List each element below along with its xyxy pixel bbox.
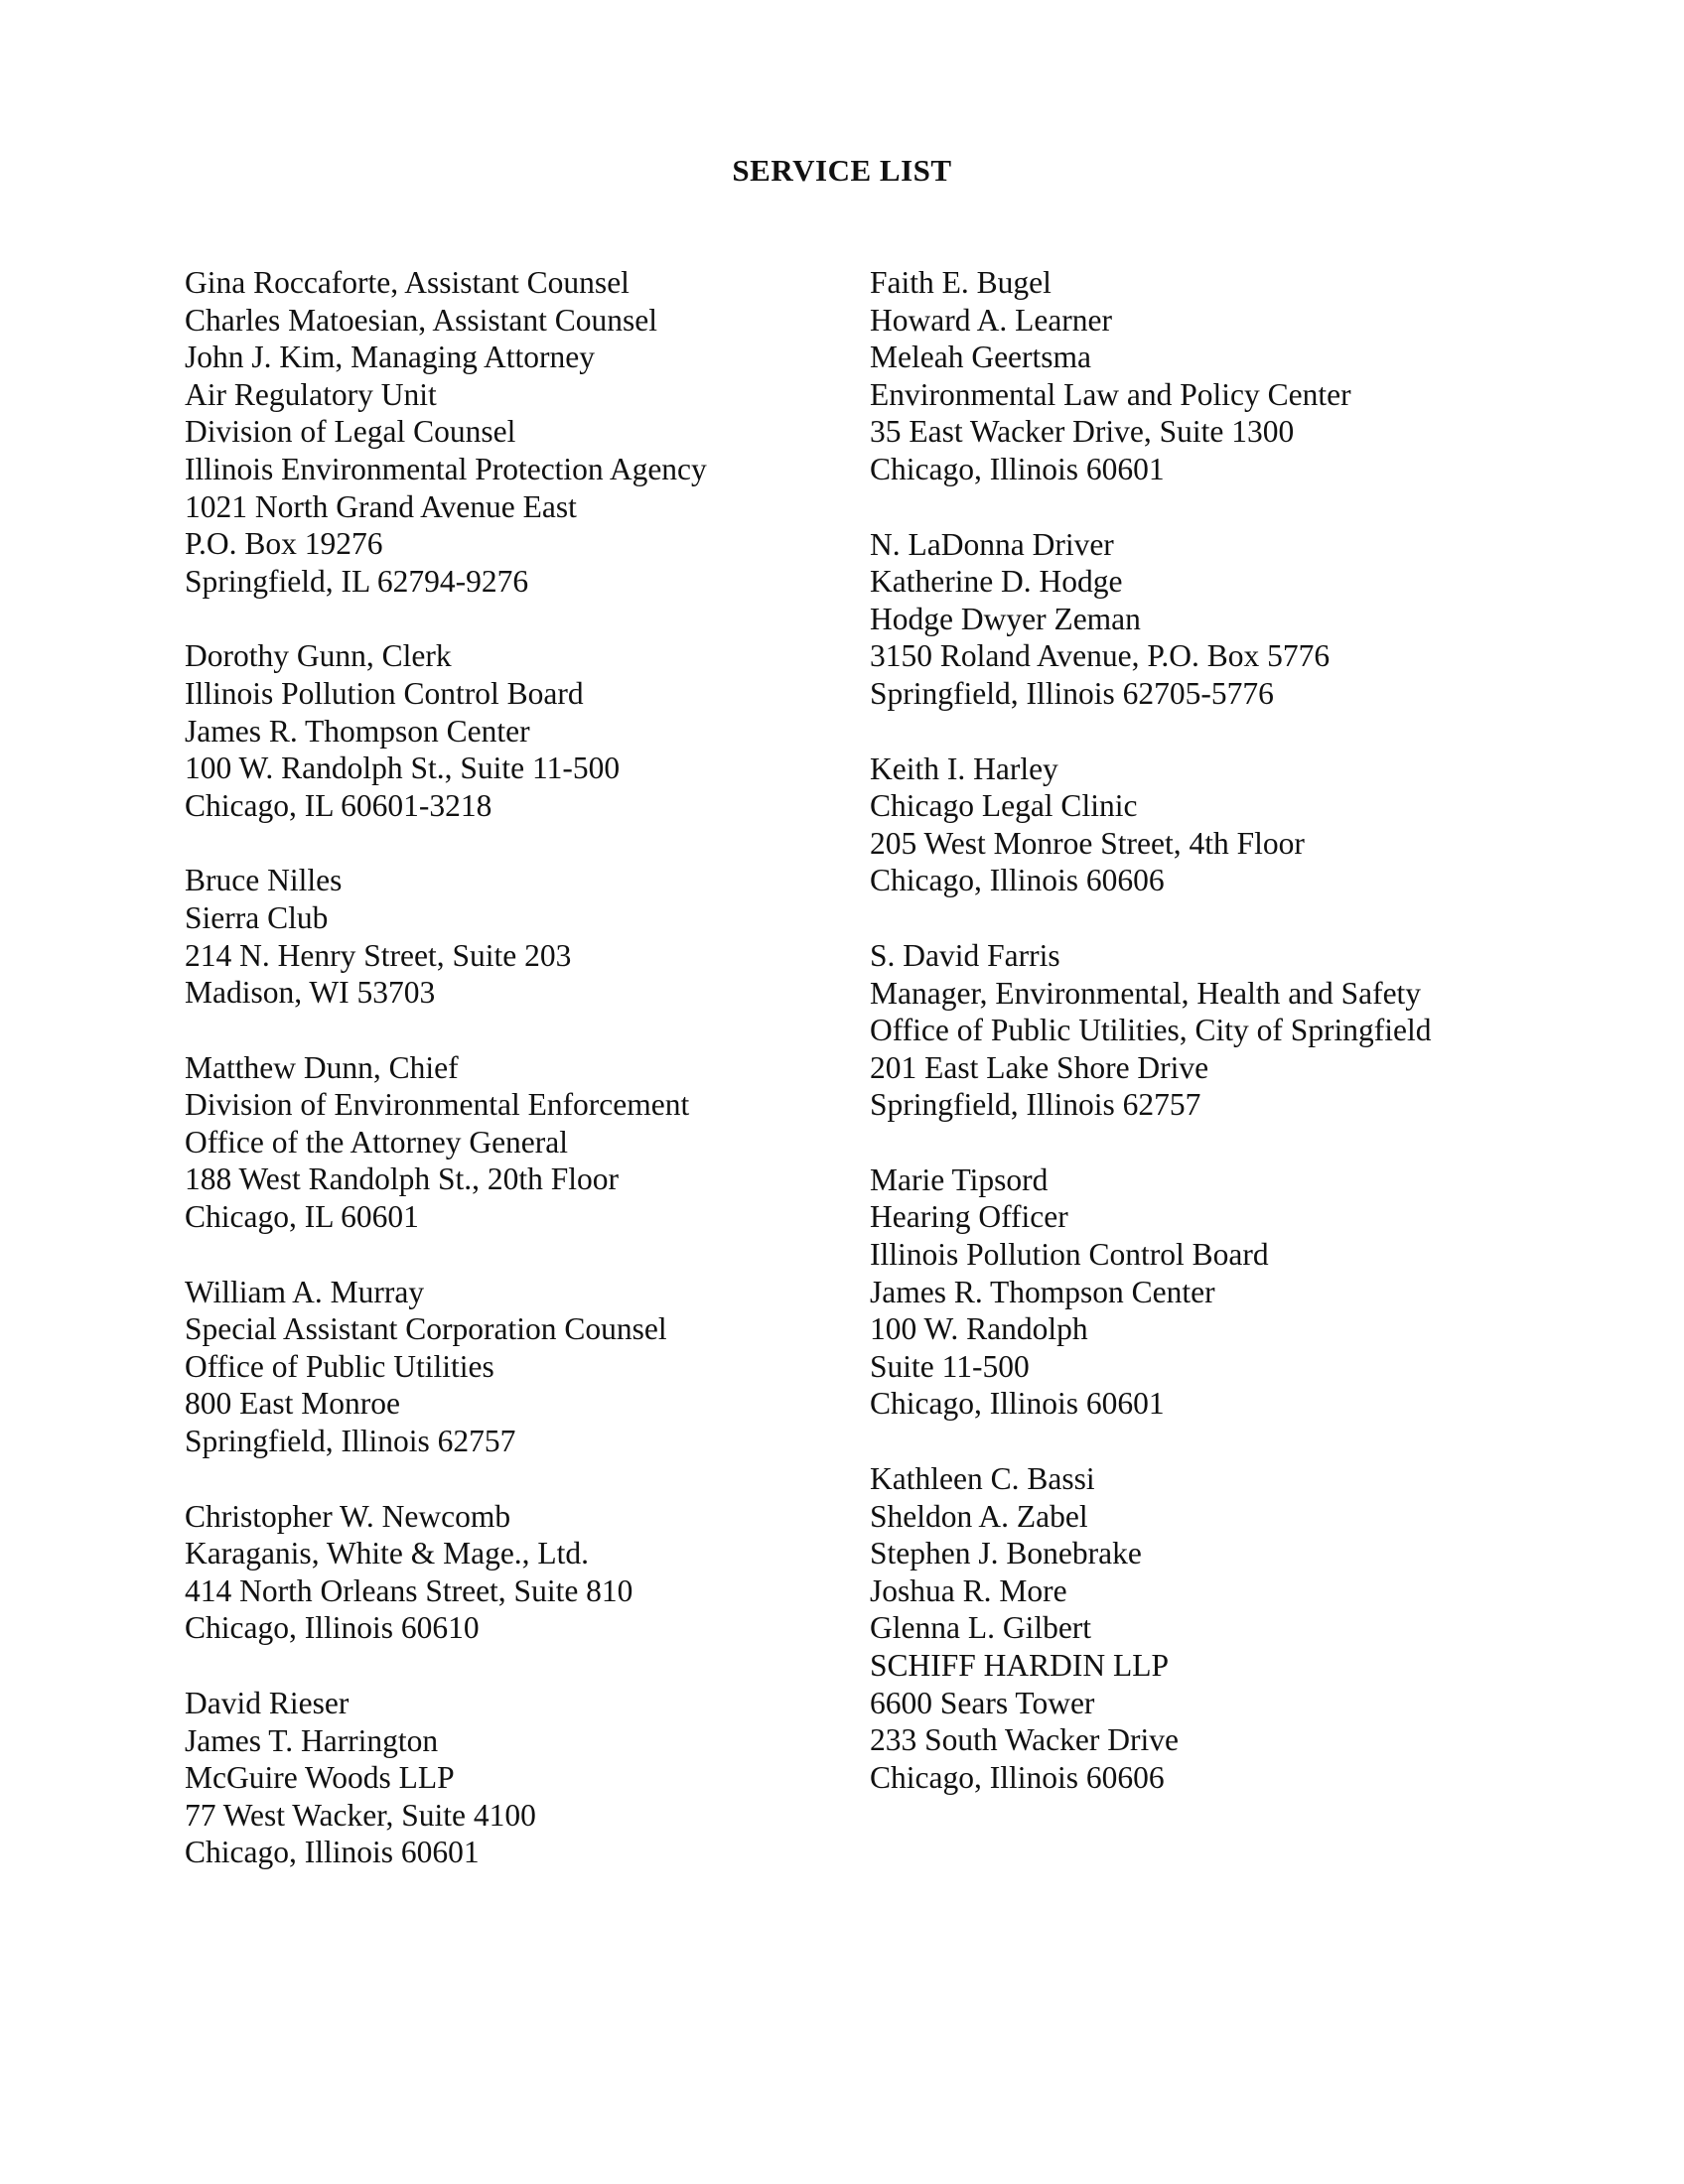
address-line: Division of Environmental Enforcement: [185, 1087, 690, 1123]
address-line: Howard A. Learner: [870, 302, 1113, 338]
address-line: 35 East Wacker Drive, Suite 1300: [870, 414, 1295, 450]
address-line: Environmental Law and Policy Center: [870, 376, 1351, 412]
addressee-name: Bruce Nilles: [185, 863, 343, 898]
address-line: Madison, WI 53703: [185, 975, 436, 1011]
address-block: [185, 1049, 820, 1236]
address-line: Office of the Attorney General: [185, 1124, 569, 1160]
addressee-name: S. David Farris: [870, 937, 1060, 973]
addressee-name: Keith I. Harley: [870, 751, 1058, 786]
address-line: 201 East Lake Shore Drive: [870, 1049, 1209, 1085]
address-line: Chicago, Illinois 60606: [870, 863, 1165, 898]
addressee-name: Kathleen C. Bassi: [870, 1461, 1095, 1497]
page-title: SERVICE LIST: [732, 153, 952, 188]
address-line: Sierra Club: [185, 899, 329, 935]
address-line: Karaganis, White & Mage., Ltd.: [185, 1536, 590, 1571]
address-line: Joshua R. More: [870, 1572, 1067, 1608]
address-line: James T. Harrington: [185, 1722, 439, 1758]
addressee-name: Faith E. Bugel: [870, 265, 1052, 300]
address-line: Chicago, Illinois 60606: [870, 1759, 1165, 1795]
address-block: [870, 526, 1505, 713]
address-line: 3150 Roland Avenue, P.O. Box 5776: [870, 638, 1331, 674]
address-line: 214 N. Henry Street, Suite 203: [185, 937, 572, 973]
addressee-name: Marie Tipsord: [870, 1161, 1049, 1197]
addressee-name: Dorothy Gunn, Clerk: [185, 638, 452, 674]
address-line: Katherine D. Hodge: [870, 564, 1123, 600]
address-line: 188 West Randolph St., 20th Floor: [185, 1161, 620, 1197]
address-line: Chicago, Illinois 60601: [870, 1386, 1165, 1422]
address-line: Hearing Officer: [870, 1199, 1068, 1235]
address-line: Glenna L. Gilbert: [870, 1610, 1092, 1646]
address-line: 414 North Orleans Street, Suite 810: [185, 1572, 633, 1608]
address-line: Illinois Pollution Control Board: [870, 1237, 1269, 1273]
address-line: 800 East Monroe: [185, 1386, 400, 1422]
address-block: [185, 862, 820, 1011]
address-line: SCHIFF HARDIN LLP: [870, 1648, 1170, 1683]
address-line: Office of Public Utilities, City of Springfield: [870, 1013, 1432, 1048]
address-line: Division of Legal Counsel: [185, 414, 516, 450]
address-line: Chicago Legal Clinic: [870, 788, 1138, 824]
address-line: 205 West Monroe Street, 4th Floor: [870, 825, 1305, 861]
addressee-name: Christopher W. Newcomb: [185, 1498, 511, 1534]
address-line: Manager, Environmental, Health and Safety: [870, 975, 1422, 1011]
address-line: Illinois Environmental Protection Agency: [185, 451, 707, 486]
address-block: [870, 751, 1505, 899]
address-line: Charles Matoesian, Assistant Counsel: [185, 302, 657, 338]
address-line: 6600 Sears Tower: [870, 1685, 1095, 1720]
address-line: Springfield, IL 62794-9276: [185, 563, 529, 599]
address-block: [870, 937, 1505, 1124]
address-line: Chicago, Illinois 60601: [870, 451, 1165, 486]
addressee-name: N. LaDonna Driver: [870, 526, 1114, 562]
address-block: [870, 1460, 1505, 1796]
address-line: 100 W. Randolph St., Suite 11-500: [185, 751, 621, 786]
address-line: P.O. Box 19276: [185, 526, 383, 562]
addressee-name: Gina Roccaforte, Assistant Counsel: [185, 265, 630, 300]
address-line: Chicago, Illinois 60601: [185, 1835, 480, 1870]
address-line: Springfield, Illinois 62757: [185, 1424, 516, 1459]
address-line: Chicago, IL 60601-3218: [185, 787, 492, 823]
address-block: [185, 1274, 820, 1460]
address-line: Meleah Geertsma: [870, 340, 1092, 375]
left-column: [185, 264, 820, 1909]
address-line: 100 W. Randolph: [870, 1311, 1088, 1347]
address-line: Chicago, IL 60601: [185, 1199, 419, 1235]
address-line: 77 West Wacker, Suite 4100: [185, 1797, 536, 1833]
addressee-name: William A. Murray: [185, 1274, 425, 1309]
address-line: Air Regulatory Unit: [185, 376, 437, 412]
address-block: [185, 264, 820, 600]
address-block: [185, 1498, 820, 1647]
address-line: Illinois Pollution Control Board: [185, 675, 584, 711]
address-line: Springfield, Illinois 62705-5776: [870, 675, 1274, 711]
address-line: Suite 11-500: [870, 1348, 1030, 1384]
right-column: [870, 264, 1505, 1834]
address-line: Springfield, Illinois 62757: [870, 1087, 1201, 1123]
address-line: Special Assistant Corporation Counsel: [185, 1311, 667, 1347]
address-line: 233 South Wacker Drive: [870, 1722, 1179, 1758]
address-block: [870, 1161, 1505, 1423]
address-block: [185, 637, 820, 824]
address-line: Chicago, Illinois 60610: [185, 1610, 480, 1646]
address-line: Office of Public Utilities: [185, 1348, 494, 1384]
address-line: Sheldon A. Zabel: [870, 1498, 1088, 1534]
address-block: [185, 1685, 820, 1871]
addressee-name: David Rieser: [185, 1686, 350, 1720]
addressee-name: Matthew Dunn, Chief: [185, 1049, 459, 1085]
address-line: McGuire Woods LLP: [185, 1760, 455, 1796]
address-line: Stephen J. Bonebrake: [870, 1536, 1142, 1571]
address-line: James R. Thompson Center: [870, 1274, 1215, 1309]
address-line: James R. Thompson Center: [185, 713, 530, 749]
address-line: John J. Kim, Managing Attorney: [185, 340, 595, 375]
address-line: Hodge Dwyer Zeman: [870, 601, 1141, 636]
address-line: 1021 North Grand Avenue East: [185, 488, 577, 524]
address-block: [870, 264, 1505, 488]
